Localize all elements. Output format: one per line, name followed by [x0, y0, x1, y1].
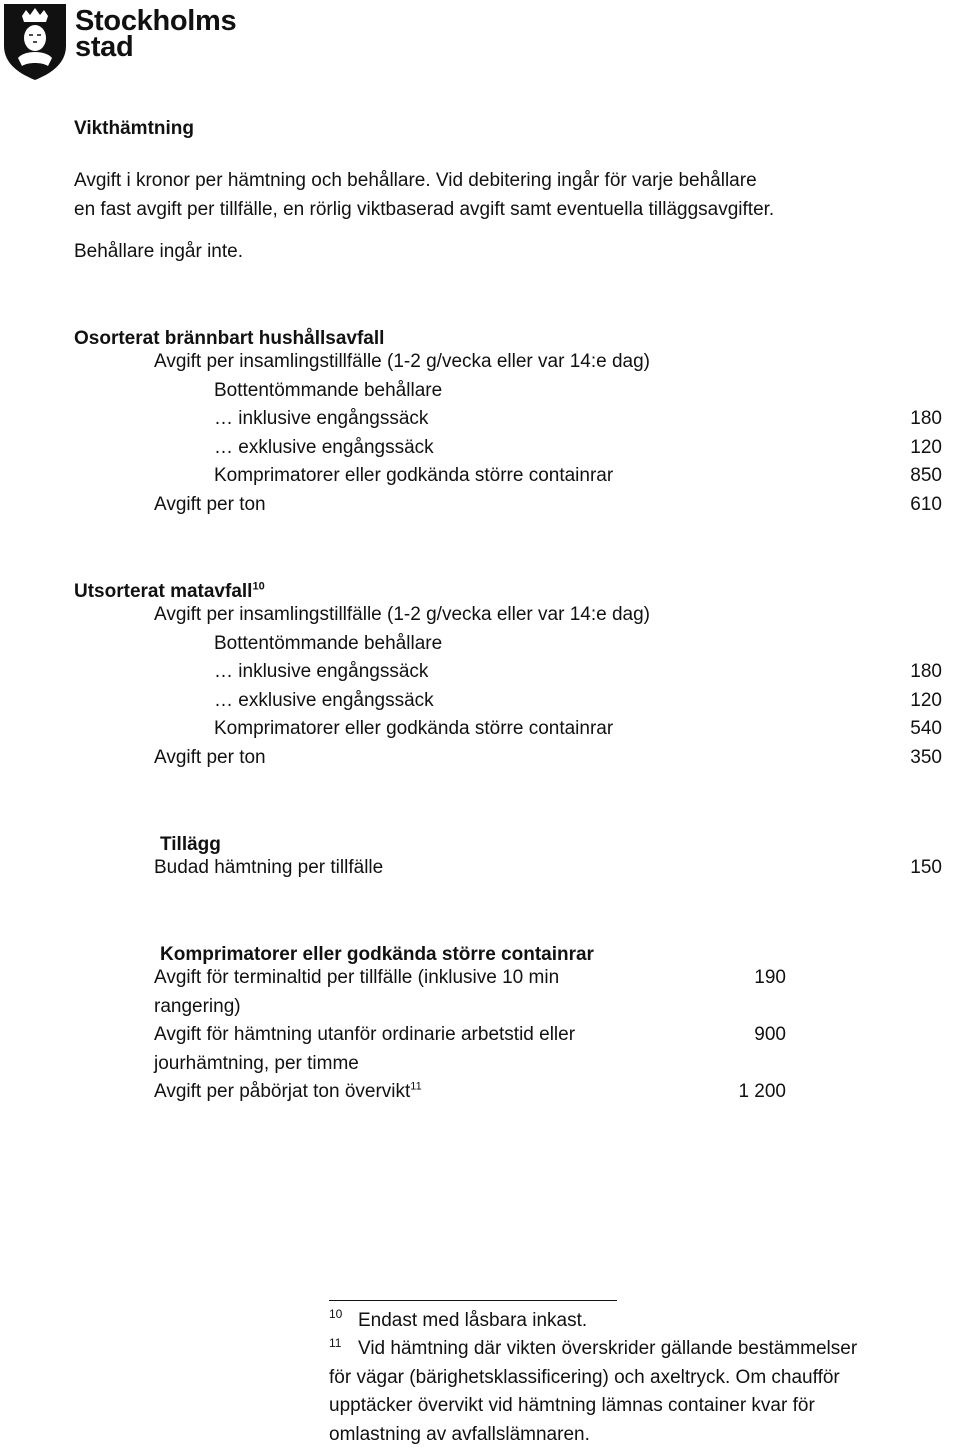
ordered-collection-value: 150 — [910, 857, 942, 878]
footnote-10-text: Endast med låsbara inkast. — [358, 1310, 588, 1331]
stockholms-stad-logo — [2, 2, 242, 82]
intro-line-2: en fast avgift per tillfälle, en rörlig viktbaserad avgift samt eventuella tilläggsavgifter. — [74, 199, 775, 220]
bottom-emptying-label: Bottentömmande behållare — [214, 633, 443, 654]
excl-sack-label: … exklusive engångssäck — [214, 690, 434, 711]
excl-sack-value: 120 — [910, 690, 942, 711]
footnote-11-line-3: upptäcker övervikt vid hämtning lämnas container kvar för — [329, 1395, 815, 1416]
compactors-value: 540 — [910, 718, 942, 739]
incl-sack-label: … inklusive engångssäck — [214, 408, 429, 429]
terminal-time-label-2: rangering) — [154, 996, 241, 1017]
footnote-ref-10: 10 — [252, 580, 265, 593]
logo-line-2: stad — [75, 31, 134, 63]
compactors-value: 850 — [910, 465, 942, 486]
compactors-label: Komprimatorer eller godkända större containrar — [214, 718, 614, 739]
ordered-collection-label: Budad hämtning per tillfälle — [154, 857, 384, 878]
intro-line-1: Avgift i kronor per hämtning och behållare. Vid debitering ingår för varje behållare — [74, 170, 757, 191]
terminal-time-value: 190 — [754, 967, 786, 988]
section-heading-food-waste — [74, 581, 265, 603]
page-title: Vikthämtning — [74, 118, 194, 139]
fee-per-occasion-label: Avgift per insamlingstillfälle (1-2 g/vecka eller var 14:e dag) — [154, 604, 650, 625]
section-heading-food-waste-text: Utsorterat matavfall — [74, 581, 253, 602]
per-ton-value: 350 — [910, 747, 942, 768]
section-heading-unsorted: Osorterat brännbart hushållsavfall — [74, 328, 385, 349]
section-heading-compactors: Komprimatorer eller godkända större containrar — [160, 944, 594, 965]
per-ton-label: Avgift per ton — [154, 494, 266, 515]
overweight-label-text: Avgift per påbörjat ton övervikt — [154, 1081, 411, 1102]
compactors-label: Komprimatorer eller godkända större containrar — [214, 465, 614, 486]
overweight-label — [154, 1081, 422, 1103]
footnote-11-mark: 11 — [329, 1336, 342, 1350]
logo-wordmark — [75, 5, 237, 63]
fee-per-occasion-label: Avgift per insamlingstillfälle (1-2 g/vecka eller var 14:e dag) — [154, 351, 650, 372]
overweight-value: 1 200 — [738, 1081, 786, 1102]
excl-sack-label: … exklusive engångssäck — [214, 437, 434, 458]
incl-sack-label: … inklusive engångssäck — [214, 661, 429, 682]
footnote-ref-11: 11 — [410, 1080, 422, 1093]
per-ton-value: 610 — [910, 494, 942, 515]
footnote-10-mark: 10 — [329, 1307, 343, 1321]
footnote-11-line-1: Vid hämtning där vikten överskrider gällande bestämmelser — [358, 1338, 858, 1359]
footnote-separator — [329, 1300, 617, 1301]
per-ton-label: Avgift per ton — [154, 747, 266, 768]
logo-line-1: Stockholms — [75, 5, 237, 37]
excl-sack-value: 120 — [910, 437, 942, 458]
bottom-emptying-label: Bottentömmande behållare — [214, 380, 443, 401]
footnote-11-line-2: för vägar (bärighetsklassificering) och axeltryck. Om chaufför — [329, 1367, 840, 1388]
city-crest-icon — [2, 2, 68, 80]
terminal-time-label-1: Avgift för terminaltid per tillfälle (inklusive 10 min — [154, 967, 560, 988]
intro-line-3: Behållare ingår inte. — [74, 241, 243, 262]
off-hours-value: 900 — [754, 1024, 786, 1045]
incl-sack-value: 180 — [910, 408, 942, 429]
incl-sack-value: 180 — [910, 661, 942, 682]
footnote-11-line-4: omlastning av avfallslämnaren. — [329, 1424, 590, 1445]
off-hours-label-2: jourhämtning, per timme — [154, 1053, 359, 1074]
section-heading-additions: Tillägg — [160, 834, 221, 855]
off-hours-label-1: Avgift för hämtning utanför ordinarie arbetstid eller — [154, 1024, 576, 1045]
